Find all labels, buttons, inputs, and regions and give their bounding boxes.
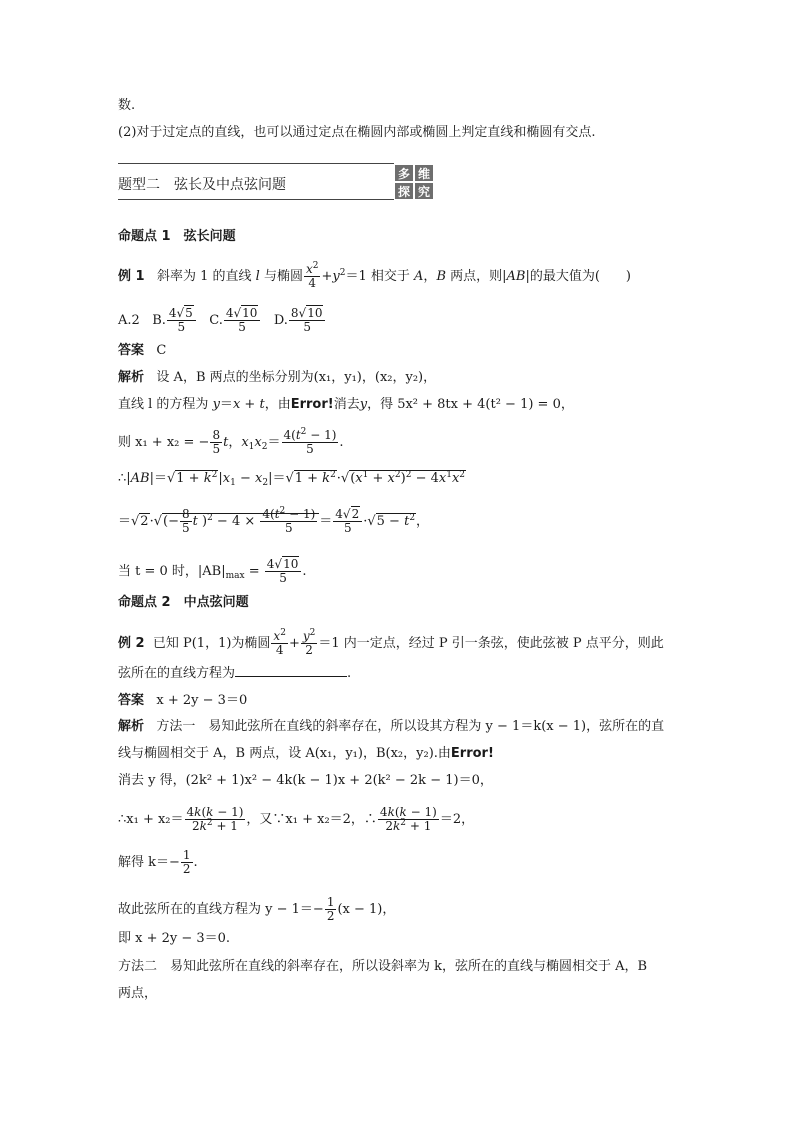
badge-char: 究	[414, 182, 434, 200]
example2-analysis-6	[118, 896, 395, 923]
analysis-text: 故此弦所在的直线方程为 y − 1＝−	[118, 902, 324, 917]
answer-label: 答案	[118, 693, 145, 708]
fraction: $\frac{x^2}{4}$	[273, 628, 286, 657]
fraction: $\frac{4√10}{5}$	[224, 307, 261, 334]
section-title: 题型二 弦长及中点弦问题	[118, 177, 286, 193]
point1-heading: 命题点 1 弦长问题	[118, 229, 236, 244]
option-c: C.	[209, 313, 223, 328]
fraction: $\frac{8}{5}$	[181, 507, 190, 535]
analysis-label: 解析	[118, 370, 145, 385]
analysis-text: 线与椭圆相交于 A，B 两点，设 A(x₁，y₁)，B(x₂，y₂).由	[118, 746, 451, 761]
section-badge	[394, 164, 434, 200]
point2-heading: 命题点 2 中点弦问题	[118, 595, 249, 610]
option-d: D.	[273, 313, 288, 328]
example1-analysis-4: ∴|AB|＝√1 + $k^2|x_1 - x_2|=√1 + k^2\cdot√(x^1 + x^2)^2 - 4x^1x^2$	[118, 470, 466, 488]
example2-analysis-4	[118, 806, 474, 833]
fraction: $\frac{8}{5}$	[212, 428, 221, 456]
analysis-text: 解得 k＝−	[118, 855, 180, 870]
example2-stem-2: 弦所在的直线方程为 .	[118, 666, 352, 681]
fraction: $\frac{4(t^2 - 1)}{5}$	[262, 506, 316, 535]
example1-answer	[118, 342, 166, 360]
example1-text: 斜率为 1 的直线	[156, 269, 256, 284]
badge-char: 多	[394, 164, 414, 182]
option-a: A.2	[118, 313, 140, 328]
fraction: $\frac{4√5}{5}$	[167, 307, 196, 334]
example1-label: 例 1	[118, 269, 145, 284]
fraction: $\frac{4k(k - 1)}{2k^2 + 1}$	[186, 805, 244, 833]
example1-analysis-1	[118, 369, 436, 387]
badge-char: 探	[394, 182, 414, 200]
analysis-text: (x − 1)，	[337, 902, 396, 917]
analysis-text: ，由	[264, 397, 291, 412]
intro-line-2: (2)对于过定点的直线，也可以通过定点在椭圆内部或椭圆上判定直线和椭圆有交点.	[118, 125, 596, 140]
example2-text: 弦所在的直线方程为	[118, 666, 236, 681]
fraction: $\frac{8√10}{5}$	[289, 307, 326, 334]
example2-analysis-9: 两点，	[118, 986, 158, 1001]
analysis-text: =	[244, 564, 264, 579]
fraction: $\frac{1}{2}$	[182, 848, 191, 876]
answer-blank[interactable]	[235, 664, 347, 677]
fraction: $\frac{4k(k - 1)}{2k^2 + 1}$	[379, 805, 437, 833]
analysis-text: 直线 l 的方程为	[118, 397, 213, 412]
example2-text: ＝1 内一定点，经过 P 引一条弦，使此弦被 P 点平分，则此	[318, 636, 664, 651]
fraction: $\frac{x^2}{4}$	[305, 261, 319, 290]
fraction: $\frac{4√10}{5}$	[265, 558, 302, 585]
analysis-text: ∴x₁ + x₂＝	[118, 812, 184, 827]
example1-analysis-6: 当 t = 0 时，$|AB|_{max}$ = $\frac{4√10}{5}$ .	[118, 557, 307, 585]
analysis-label: 解析	[118, 719, 145, 734]
answer-value: C	[156, 343, 167, 358]
fraction: $\frac{4(t^2 - 1)}{5}$	[283, 427, 337, 456]
section-header	[118, 163, 434, 201]
example2-stem: 例 2 已知 P(1，1)为椭圆 $\frac{x^2}{4}$ + $\frac{y^2}{2}$ ＝1 内一定点，经过 P 引一条弦，使此弦被 P 点平分，则此	[118, 628, 664, 657]
fraction: $\frac{4√2}{5}$	[333, 508, 362, 535]
example2-analysis-7: 即 x + 2y − 3＝0.	[118, 931, 231, 946]
analysis-text: ，得 5x² + 8tx + 4(t² − 1) = 0，	[367, 397, 574, 412]
fraction: $\frac{1}{2}$	[326, 895, 335, 923]
example1-stem: 例 1 斜率为 1 的直线 l 与椭圆 $\frac{x^2}{4}$ $+y^2=1$ 相交于 A，B 两点，则|AB|的最大值为( )	[118, 261, 631, 290]
example2-label: 例 2	[118, 636, 145, 651]
example1-text: |的最大值为(	[525, 269, 600, 284]
error-text: Error!	[290, 397, 334, 412]
example2-answer	[118, 692, 247, 710]
analysis-text: ，又∵x₁ + x₂＝2，∴	[246, 812, 377, 827]
example2-text: 已知 P(1，1)为椭圆	[152, 636, 271, 651]
example1-text: 相交于	[366, 269, 415, 284]
example2-analysis-8: 方法二 易知此弦所在直线的斜率存在，所以设斜率为 k，弦所在的直线与椭圆相交于 A，B	[118, 959, 648, 974]
example1-text: )	[625, 269, 631, 284]
analysis-text: 当 t = 0 时，|AB|	[118, 564, 226, 579]
error-text: Error!	[450, 746, 494, 761]
analysis-text: ＝2，	[439, 812, 475, 827]
example1-analysis-2: 直线 l 的方程为 y＝x + t，由Error!消去y，得 5x² + 8tx + 4(t² − 1) = 0，	[118, 397, 574, 412]
example1-analysis-5: ＝√2·√(− $\frac{8}{5}$ t )$^2$ − 4 × $\frac{4(t^2 - 1)}{5}$ ＝ $\frac{4√2}{5}$ $\cdot√5 - t^2$，	[118, 506, 430, 535]
fraction: $\frac{y^2}{2}$	[302, 628, 316, 657]
example2-analysis-3: 消去 y 得，(2k² + 1)x² − 4k(k − 1)x + 2(k² − 2k − 1)＝0，	[118, 773, 493, 788]
example1-text: 与椭圆	[259, 269, 303, 284]
example2-analysis-2	[118, 745, 494, 763]
analysis-text: 则 x₁ + x₂ = −	[118, 435, 210, 450]
option-b: B.	[152, 313, 166, 328]
section-rule-bottom	[118, 199, 394, 200]
analysis-text: 设 A，B 两点的坐标分别为(x₁，y₁)，(x₂，y₂)，	[156, 370, 437, 385]
section-rule-top	[118, 163, 394, 164]
analysis-text: 方法一 易知此弦所在直线的斜率存在，所以设其方程为 y − 1＝k(x − 1)，弦所在的直	[156, 719, 665, 734]
badge-char: 维	[414, 164, 434, 182]
example1-options	[118, 307, 326, 334]
example2-analysis-5: 解得 k＝− $\frac{1}{2}$ .	[118, 848, 198, 876]
example1-analysis-3: 则 x₁ + x₂ = − $\frac{8}{5}$ t，$x_1x_2=$ $\frac{4(t^2 - 1)}{5}$ .	[118, 427, 344, 456]
answer-value: x + 2y − 3＝0	[156, 693, 248, 708]
max-subscript: max	[225, 571, 245, 581]
example1-text: 两点，则|	[446, 269, 507, 284]
var-l: l	[255, 269, 260, 284]
answer-label: 答案	[118, 343, 145, 358]
example2-analysis-1	[118, 718, 664, 736]
intro-line-1: 数.	[118, 98, 136, 113]
analysis-text: 消去	[333, 397, 360, 412]
